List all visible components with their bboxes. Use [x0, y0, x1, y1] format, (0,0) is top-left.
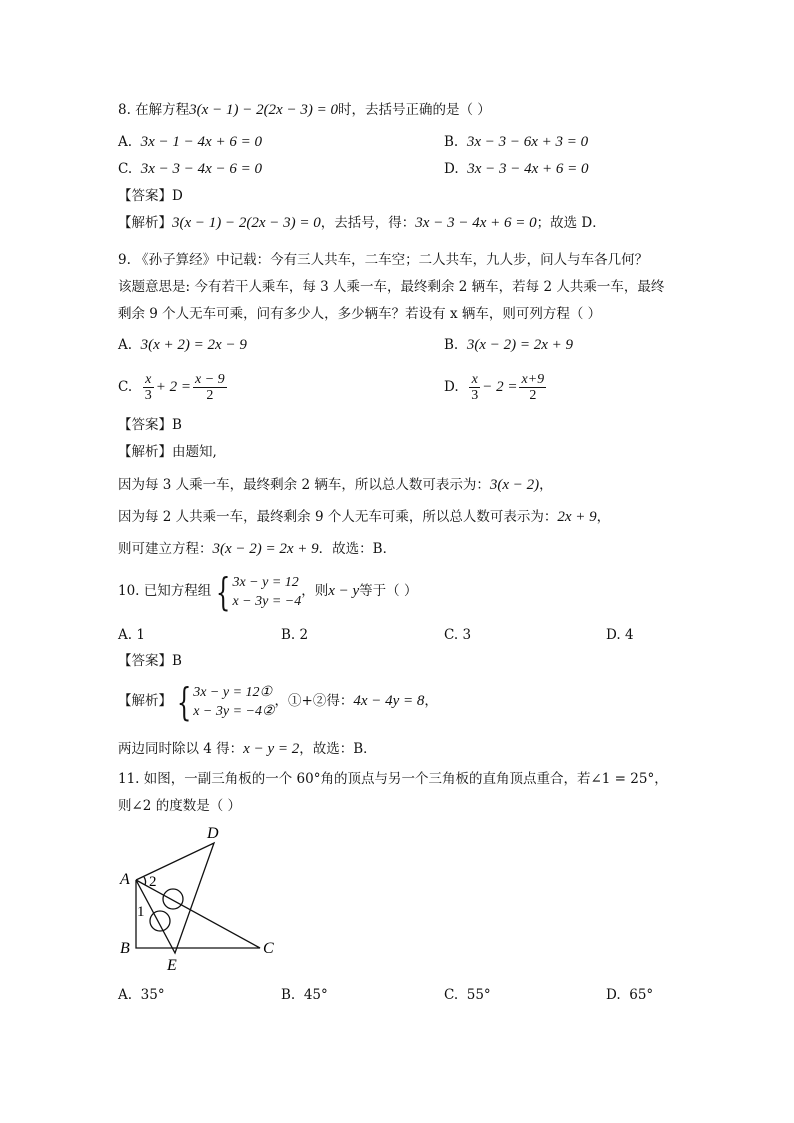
analysis-equation: 3x − 3 − 4x + 6 = 0 [415, 215, 537, 231]
option-label: D. [444, 379, 459, 395]
option-text: 3(x + 2) = 2x − 9 [140, 337, 247, 353]
analysis-equation: 3(x − 1) − 2(2x − 3) = 0 [172, 215, 321, 231]
option-label: B. [444, 134, 459, 150]
q9-option-b [444, 336, 573, 354]
analysis-text: 由题知, [172, 444, 217, 460]
option-label: A. [118, 987, 133, 1003]
analysis-text: 因为每 2 人共乘一车，最终剩余 9 个人无车可乘，所以总人数可表示为： [118, 509, 558, 525]
q10-stem-mid: ，则 [301, 583, 329, 599]
option-label: A. [118, 134, 133, 150]
option-label: D. [606, 987, 621, 1003]
analysis-text: ， [539, 477, 553, 493]
numerator: x [143, 372, 154, 388]
ruler-hole-upper [163, 889, 183, 909]
option-text: + 2 = [155, 379, 191, 395]
q11-stem-line2: 则∠2 的度数是（ ） [118, 798, 241, 814]
system-equation-2: x − 3y = −4 [232, 593, 302, 609]
answer-value: D [172, 188, 183, 204]
option-text: 3(x − 2) = 2x + 9 [466, 337, 573, 353]
system-equation-1: 3x − y = 12① [193, 684, 273, 700]
q10-stem [118, 570, 417, 612]
q8-answer [118, 187, 183, 205]
option-text: 45° [303, 987, 328, 1003]
q9-stem-line3: 剩余 9 个人无车可乘，问有多少人，多少辆车？若设有 x 辆车，则可列方程（ ） [118, 306, 602, 322]
option-label: A. [118, 337, 133, 353]
q8-option-d [444, 160, 589, 178]
answer-tag: 【答案】 [118, 653, 172, 669]
analysis-text: ， [596, 509, 611, 525]
analysis-tag: 【解析】 [118, 215, 172, 231]
label-e: E [167, 957, 177, 974]
option-text: 3 [462, 627, 472, 643]
answer-tag: 【答案】 [118, 188, 172, 204]
q9-stem-line2: 该题意思是: 今有若干人乘车，每 3 人乘一车，最终剩余 2 辆车，若每 2 人共乘一车，最终 [118, 279, 665, 295]
analysis-text: ；故选 D． [536, 215, 606, 231]
q10-option-b [281, 626, 308, 644]
system-equation-2: x − 3y = −4② [193, 703, 275, 719]
q10-stem-post: 等于（ ） [359, 583, 418, 599]
option-label: C. [118, 161, 133, 177]
q11-option-d [606, 986, 653, 1004]
analysis-text: ， [424, 693, 438, 709]
q10-analysis [118, 680, 438, 722]
label-b: B [120, 940, 130, 957]
fraction [193, 372, 227, 403]
analysis-text: 因为每 3 人乘一车，最终剩余 2 辆车，所以总人数可表示为： [118, 477, 490, 493]
q8-option-c [118, 160, 262, 178]
q8-option-a [118, 133, 262, 151]
q11-option-b [281, 986, 328, 1004]
analysis-text: ，去括号，得： [320, 215, 416, 231]
q11-option-a [118, 986, 165, 1004]
q11-stem-line1: 11. 如图，一副三角板的一个 60°角的顶点与另一个三角板的直角顶点重合，若∠1 = 25°， [118, 771, 668, 787]
option-label: D. [606, 627, 621, 643]
option-text: 65° [629, 987, 654, 1003]
q8-stem [118, 101, 491, 119]
option-label: C. [444, 627, 459, 643]
analysis-equation: x − y = 2 [243, 741, 300, 757]
option-text: 2 [299, 627, 309, 643]
q9-stem-line1: 9. 《孙子算经》中记载：今有三人共车，二车空；二人共车，九人步，问人与车各几何？ [118, 252, 649, 268]
analysis-text: 两边同时除以 4 得： [118, 741, 244, 757]
equation-system [232, 573, 301, 611]
denominator: 3 [144, 388, 152, 403]
option-text: 3x − 3 − 4x + 6 = 0 [467, 161, 589, 177]
option-label: D. [444, 161, 459, 177]
numerator: x − 9 [194, 372, 225, 387]
option-label: B. [444, 337, 459, 353]
q8-stem-pre: 8. 在解方程 [118, 102, 190, 118]
equation-system [193, 683, 274, 721]
analysis-text: ．故选：B． [318, 541, 397, 557]
option-text: 1 [136, 627, 145, 643]
q11-option-c [444, 986, 491, 1004]
option-text: − 2 = [482, 379, 518, 395]
denominator: 3 [471, 388, 479, 403]
q9-analysis-line2 [118, 508, 610, 526]
q9-analysis-line3 [118, 540, 396, 558]
q8-stem-equation: 3(x − 1) − 2(2x − 3) = 0 [189, 102, 338, 118]
q9-analysis-line1 [118, 476, 553, 494]
analysis-text: 则可建立方程： [118, 541, 213, 557]
q9-answer [118, 416, 182, 434]
label-a: A [120, 871, 130, 888]
option-text: 3x − 3 − 4x − 6 = 0 [140, 161, 263, 177]
option-label: C. [118, 379, 133, 395]
q9-option-a [118, 336, 247, 354]
option-text: 55° [466, 987, 491, 1003]
analysis-tag: 【解析】 [118, 444, 172, 460]
q10-option-c [444, 626, 471, 644]
analysis-tag: 【解析】 [118, 693, 172, 709]
option-text: 3x − 3 − 6x + 3 = 0 [466, 134, 589, 150]
label-angle-2: 2 [149, 874, 157, 890]
numerator: x+9 [521, 372, 545, 387]
q10-analysis-line2 [118, 740, 377, 758]
denominator: 2 [529, 388, 537, 403]
q10-option-d [606, 626, 634, 644]
option-label: B. [281, 627, 296, 643]
q10-stem-expression: x − y [328, 583, 360, 599]
label-d: D [207, 825, 219, 842]
q10-option-a [118, 626, 145, 644]
option-text: 3x − 1 − 4x + 6 = 0 [140, 134, 262, 150]
option-text: 4 [624, 627, 634, 643]
fraction [519, 372, 546, 403]
triangle-ade [136, 843, 214, 953]
q8-analysis [118, 214, 606, 232]
label-c: C [263, 940, 274, 957]
analysis-equation: 3(x − 2) = 2x + 9 [212, 541, 319, 557]
option-label: C. [444, 987, 459, 1003]
fraction [469, 372, 480, 403]
q10-answer [118, 652, 182, 670]
q9-option-d [444, 370, 548, 404]
q8-option-b [444, 133, 588, 151]
q8-stem-post: 时，去括号正确的是（ ） [337, 102, 491, 118]
option-label: B. [281, 987, 296, 1003]
analysis-text: ，故选：B． [299, 741, 377, 757]
analysis-equation: 2x + 9 [557, 509, 597, 525]
label-angle-1: 1 [137, 904, 145, 920]
brace-symbol: { [176, 679, 192, 724]
analysis-equation: 3(x − 2) [489, 477, 540, 493]
answer-value: B [172, 653, 182, 669]
analysis-text: ，①+②得： [274, 693, 354, 709]
fraction [143, 372, 154, 403]
system-equation-1: 3x − y = 12 [232, 574, 299, 590]
option-text: 35° [140, 987, 165, 1003]
option-label: A. [118, 627, 133, 643]
analysis-equation: 4x − 4y = 8 [353, 693, 425, 709]
q9-analysis-head [118, 443, 217, 461]
ruler-hole-lower [150, 911, 170, 931]
q9-option-c [118, 370, 229, 404]
q10-stem-pre: 10. 已知方程组 [118, 583, 212, 599]
triangle-ruler-figure [110, 820, 290, 980]
answer-value: B [172, 417, 182, 433]
denominator: 2 [206, 388, 214, 403]
brace-symbol: { [216, 569, 231, 614]
answer-tag: 【答案】 [118, 417, 172, 433]
numerator: x [469, 372, 480, 388]
